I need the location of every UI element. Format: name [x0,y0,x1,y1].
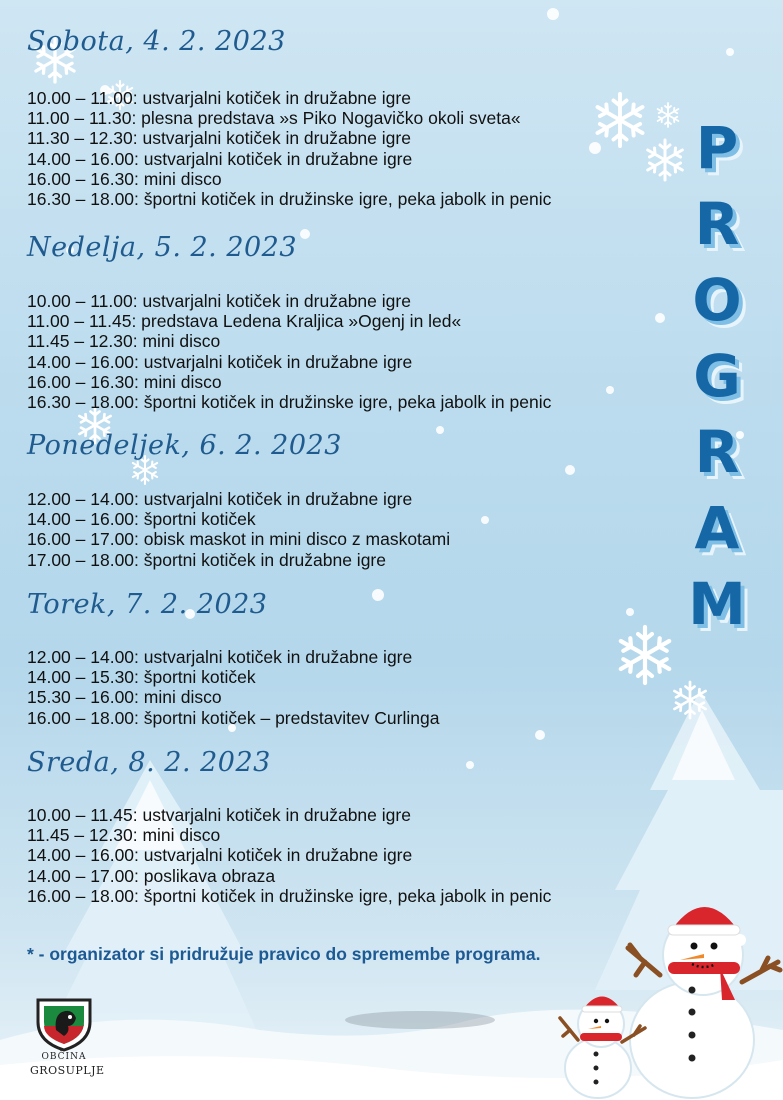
schedule-item: 14.00 – 16.00: športni kotiček [27,509,256,530]
program-letter: R [694,418,740,486]
program-letter: A [694,494,740,562]
day-title-monday: Ponedeljek, 6. 2. 2023 [27,430,342,461]
program-letter: P [695,114,739,182]
schedule-item: 11.45 – 12.30: mini disco [27,825,221,846]
program-letter: R [694,190,740,258]
schedule-item: 16.00 – 17.00: obisk maskot in mini disco z maskotami [27,529,451,550]
schedule-item: 11.00 – 11.45: predstava Ledena Kraljica »Ogenj in led« [27,311,462,332]
municipality-logo [30,996,105,1086]
day-title-wednesday: Sreda, 8. 2. 2023 [27,747,271,778]
schedule-item: 16.30 – 18.00: športni kotiček in družinske igre, peka jabolk in penic [27,189,552,210]
day-title-saturday: Sobota, 4. 2. 2023 [27,26,286,57]
schedule-item: 14.00 – 17.00: poslikava obraza [27,865,276,886]
program-vertical-title [682,110,752,642]
day-title-tuesday: Torek, 7. 2. 2023 [27,589,268,620]
schedule-item: 10.00 – 11.45: ustvarjalni kotiček in družabne igre [27,805,411,825]
schedule-saturday [27,88,551,209]
schedule-sunday [27,291,551,412]
schedule-item: 16.00 – 18.00: športni kotiček in družinske igre, peka jabolk in penic [27,885,552,906]
schedule-item: 16.00 – 18.00: športni kotiček – predstavitev Curlinga [27,707,440,728]
schedule-item: 12.00 – 14.00: ustvarjalni kotiček in družabne igre [27,647,413,667]
coat-of-arms-icon [30,996,98,1052]
schedule-item: 17.00 – 18.00: športni kotiček in družabne igre [27,549,386,570]
schedule-item: 14.00 – 16.00: ustvarjalni kotiček in družabne igre [27,845,413,866]
program-letter: O [692,266,742,334]
schedule-item: 11.00 – 11.30: plesna predstava »s Piko Nogavičko okoli sveta« [27,108,521,129]
schedule-tuesday [27,647,439,728]
schedule-item: 10.00 – 11.00: ustvarjalni kotiček in družabne igre [27,291,411,311]
schedule-item: 14.00 – 16.00: ustvarjalni kotiček in družabne igre [27,351,413,372]
schedule-item: 11.30 – 12.30: ustvarjalni kotiček in družabne igre [27,128,411,149]
program-letter: G [693,342,741,410]
schedule-item: 14.00 – 15.30: športni kotiček [27,667,256,688]
schedule-item: 16.00 – 16.30: mini disco [27,168,222,189]
day-title-sunday: Nedelja, 5. 2. 2023 [27,232,298,263]
program-letter: M [688,570,746,638]
schedule-item: 16.30 – 18.00: športni kotiček in družinske igre, peka jabolk in penic [27,392,552,413]
schedule-item: 10.00 – 11.00: ustvarjalni kotiček in družabne igre [27,88,411,108]
logo-text-line2: GROSUPLJE [30,1064,105,1077]
schedule-item: 12.00 – 14.00: ustvarjalni kotiček in družabne igre [27,489,413,509]
schedule-item: 14.00 – 16.00: ustvarjalni kotiček in družabne igre [27,148,413,169]
schedule-wednesday [27,805,551,906]
schedule-item: 15.30 – 16.00: mini disco [27,687,222,708]
schedule-item: 11.45 – 12.30: mini disco [27,331,221,352]
logo-text-line1: OBČINA [41,1052,87,1062]
schedule-monday [27,489,450,570]
schedule-item: 16.00 – 16.30: mini disco [27,371,222,392]
disclaimer-note: * - organizator si pridružuje pravico do spremembe programa. [27,944,541,964]
